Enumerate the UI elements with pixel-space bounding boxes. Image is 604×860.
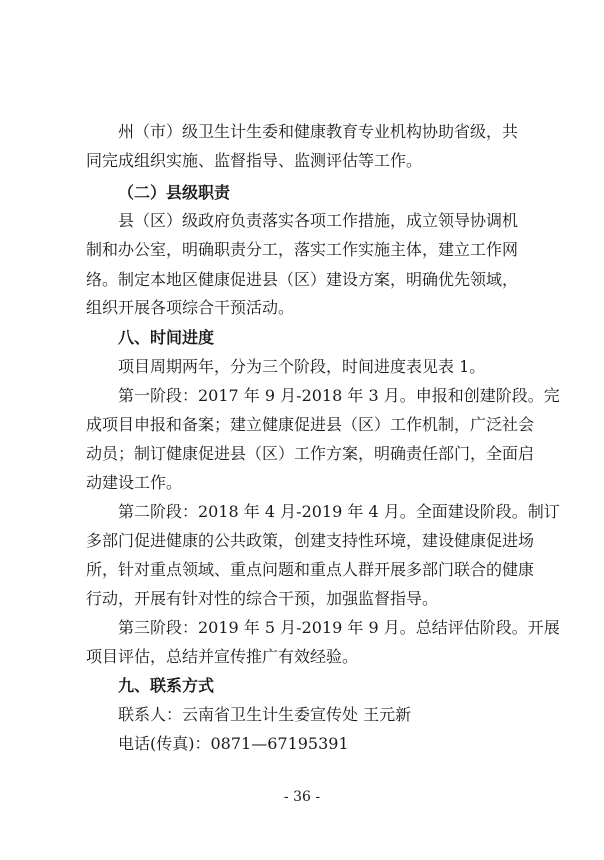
paragraph-line: 同完成组织实施、监督指导、监测评估等工作。 [86,151,423,170]
section-heading: 九、联系方式 [118,676,215,695]
paragraph-line: 动员；制订健康促进县（区）工作方案，明确责任部门，全面启 [86,444,535,463]
paragraph-line: 项目评估，总结并宣传推广有效经验。 [86,647,359,666]
paragraph-line: 络。制定本地区健康促进县（区）建设方案，明确优先领域， [86,270,519,289]
paragraph-line: 项目周期两年，分为三个阶段，时间进度表见表 1。 [118,357,486,376]
paragraph-line: 成项目申报和备案；建立健康促进县（区）工作机制，广泛社会 [86,415,535,434]
paragraph-line: 行动，开展有针对性的综合干预，加强监督指导。 [86,589,439,608]
paragraph-line: 州（市）级卫生计生委和健康教育专业机构协助省级，共 [118,122,519,141]
contact-phone: 电话(传真)：0871—67195391 [118,734,349,753]
paragraph-line: 第一阶段：2017 年 9 月-2018 年 3 月。申报和创建阶段。完 [118,386,560,405]
section-heading: 八、时间进度 [118,328,215,347]
paragraph-line: 制和办公室，明确职责分工，落实工作实施主体，建立工作网 [86,240,519,259]
paragraph-line: 多部门促进健康的公共政策，创建支持性环境，建设健康促进场 [86,531,535,550]
paragraph-line: 县（区）级政府负责落实各项工作措施，成立领导协调机 [118,211,519,230]
paragraph-line: 组织开展各项综合干预活动。 [86,298,295,317]
contact-person: 联系人：云南省卫生计生委宣传处 王元新 [118,705,412,724]
paragraph-line: 第二阶段：2018 年 4 月-2019 年 4 月。全面建设阶段。制订 [118,502,560,521]
paragraph-line: 第三阶段：2019 年 5 月-2019 年 9 月。总结评估阶段。开展 [118,618,560,637]
section-subheading: （二）县级职责 [118,183,231,202]
page-number: - 36 - [283,789,321,805]
paragraph-line: 所，针对重点领域、重点问题和重点人群开展多部门联合的健康 [86,560,535,579]
paragraph-line: 动建设工作。 [86,473,183,492]
